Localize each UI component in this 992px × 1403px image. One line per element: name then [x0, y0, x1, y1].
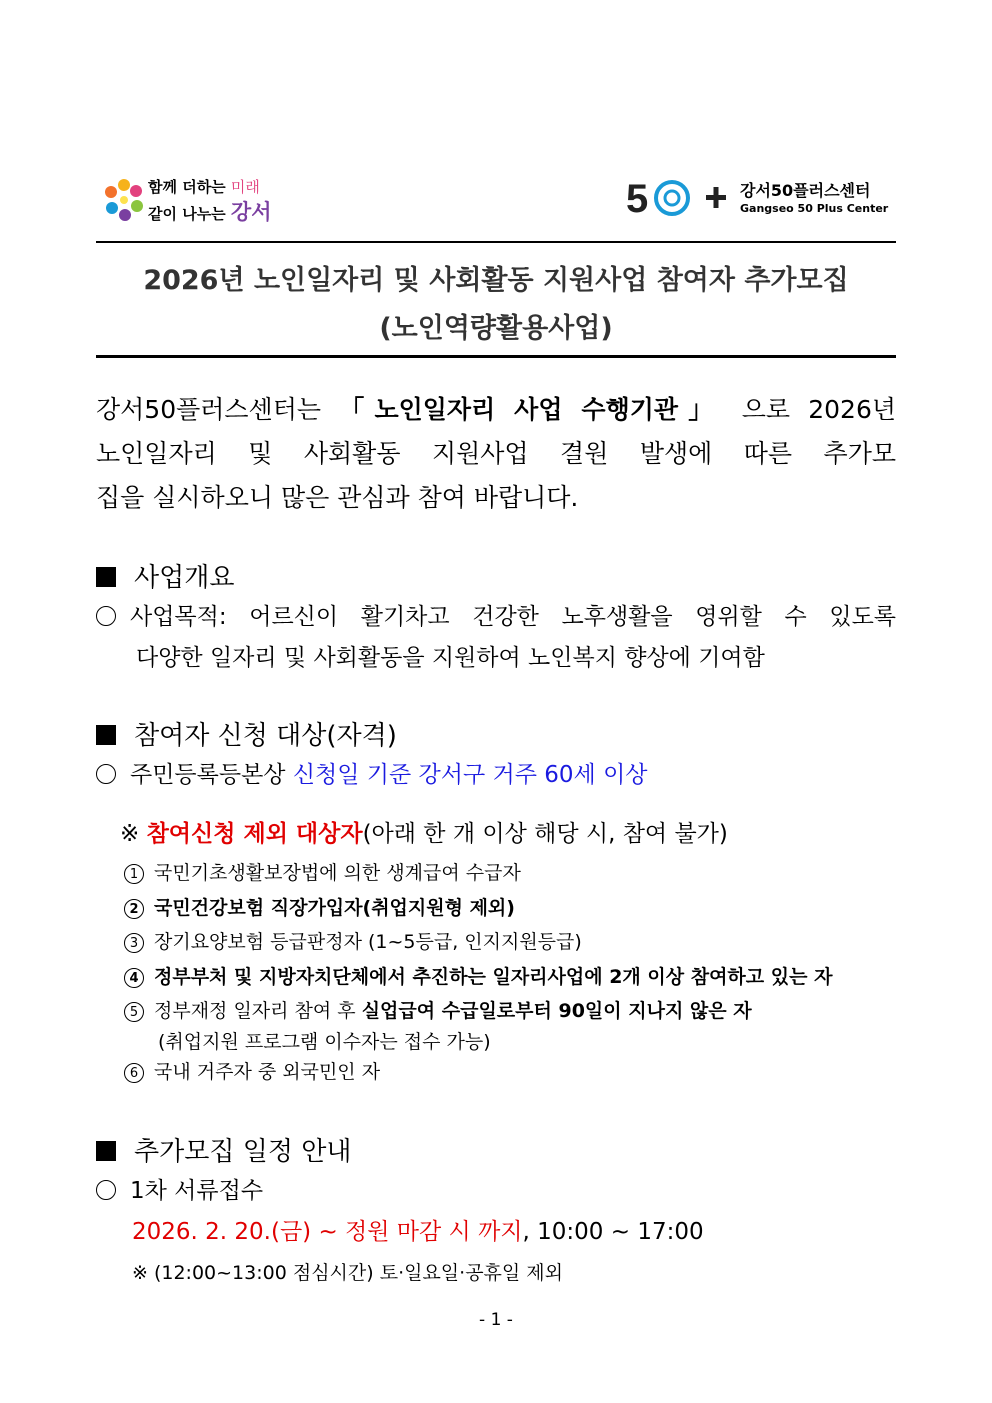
list-item: 4 정부부처 및 지방자치단체에서 추진하는 일자리사업에 2개 이상 참여하고 있는 자 — [124, 960, 832, 995]
schedule-time: , 10:00 ~ 17:00 — [522, 1219, 704, 1245]
overview-item: 사업목적: 어르신이 활기차고 건강한 노후생활을 영위할 수 있도록 다양한 일자리 및 사회활동을 지원하여 노인복지 향상에 기여함 — [96, 597, 896, 679]
kangseo-logo — [104, 174, 284, 226]
title-bottom-rule — [96, 355, 896, 358]
document-subtitle: (노인역량활용사업) — [379, 313, 613, 344]
center-name-english: Gangseo 50 Plus Center — [740, 202, 889, 215]
schedule-item: 1차 서류접수 2026. 2. 20.(금) ~ 정원 마감 시 까지, 10:00 ~ 17:00 — [96, 1171, 896, 1253]
flower-logo-icon — [104, 176, 144, 224]
exclusion-note: ※ 참여신청 제외 대상자(아래 한 개 이상 해당 시, 참여 불가) — [120, 821, 728, 847]
section-heading-schedule: 추가모집 일정 안내 — [96, 1131, 351, 1168]
intro-line-3: 집을 실시하오니 많은 관심과 참여 바랍니다. — [96, 483, 579, 512]
logo-text-2: 같이 나누는 — [148, 205, 226, 223]
schedule-date: 2026. 2. 20.(금) ~ 정원 마감 시 까지 — [132, 1219, 523, 1245]
intro-paragraph — [96, 388, 896, 520]
eligibility-item: 주민등록등본상 신청일 기준 강서구 거주 60세 이상 — [96, 755, 896, 796]
intro-highlight: 「노인일자리 사업 수행기관」 — [339, 395, 724, 424]
fifty-plus-logo-icon — [626, 174, 730, 222]
schedule-note: ※ (12:00~13:00 점심시간) 토·일요일·공휴일 제외 — [132, 1262, 564, 1284]
section-heading-eligibility: 참여자 신청 대상(자격) — [96, 715, 397, 752]
section-heading-overview: 사업개요 — [96, 557, 234, 594]
list-item-note: (취업지원 프로그램 이수자는 접수 가능) — [158, 1030, 491, 1053]
list-item: 2 국민건강보험 직장가입자(취업지원형 제외) — [124, 891, 832, 926]
circle-bullet-icon — [96, 764, 116, 784]
svg-text:5: 5 — [626, 177, 649, 221]
intro-text: 으로 2026년 — [723, 395, 896, 424]
list-item: 6 국내 거주자 중 외국민인 자 — [124, 1055, 832, 1090]
title-top-rule — [96, 241, 896, 243]
square-bullet-icon — [96, 1141, 116, 1161]
page-number: - 1 - — [479, 1310, 513, 1330]
logo-text-2b: 강서 — [230, 200, 272, 224]
exclusion-label: 참여신청 제외 대상자 — [146, 821, 363, 847]
circle-bullet-icon — [96, 606, 116, 626]
center-logo — [626, 174, 896, 226]
logo-text-1b: 미래 — [230, 178, 260, 196]
list-item: 3 장기요양보험 등급판정자 (1~5등급, 인지지원등급) — [124, 925, 832, 960]
list-item: 5 정부재정 일자리 참여 후 실업급여 수급일로부터 90일이 지나지 않은 자 — [124, 994, 832, 1029]
eligibility-criteria: 신청일 기준 강서구 거주 60세 이상 — [292, 762, 648, 788]
circle-bullet-icon — [96, 1180, 116, 1200]
intro-text: 강서50플러스센터는 — [96, 395, 340, 424]
logo-text-1: 함께 더하는 — [148, 178, 226, 196]
square-bullet-icon — [96, 725, 116, 745]
document-title: 2026년 노인일자리 및 사회활동 지원사업 참여자 추가모집 — [143, 265, 849, 296]
intro-line-2: 노인일자리 및 사회활동 지원사업 결원 발생에 따른 추가모 — [96, 439, 896, 468]
exclusion-list — [124, 856, 832, 1089]
square-bullet-icon — [96, 567, 116, 587]
list-item: 1 국민기초생활보장법에 의한 생계급여 수급자 — [124, 856, 832, 891]
center-name-korean: 강서50플러스센터 — [740, 181, 871, 200]
